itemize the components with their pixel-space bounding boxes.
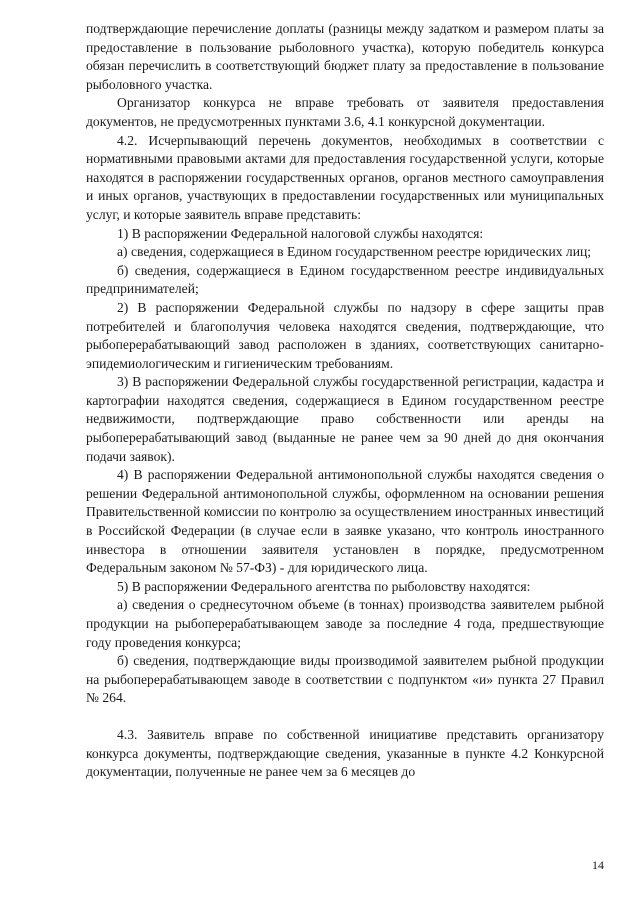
- paragraph-fisheries-agency: 5) В распоряжении Федерального агентства по рыболовству находятся:: [117, 578, 531, 594]
- paragraph-section-4-2: 4.2. Исчерпывающий перечень документов, необходимых в соответствии с нормативными правовыми актами для предоставления государственной услуги, которые находятся в распоряжении государственных органов, органов местного самоуправления и иных органов, участвующих в предоставлении государственных или муниципальных услуг, и которые заявитель вправе представить:: [86, 132, 604, 222]
- paragraph-payment-confirmation: подтверждающие перечисление доплаты (разницы между задатком и размером платы за предоставление в пользование рыболовного участка), которую победитель конкурса обязан перечислить в соответствующий бюджет плату за предоставление в пользование рыболовного участка.: [86, 21, 604, 92]
- page-number: 14: [592, 858, 604, 872]
- paragraph-registration-service: 3) В распоряжении Федеральной службы государственной регистрации, кадастра и картографии находятся сведения, содержащиеся в Едином государственном реестре недвижимости, подтверждающие право собственности или аренды на рыбоперерабатывающий завод (выданные не ранее чем за 90 дней до дня окончания подачи заявок).: [86, 374, 604, 464]
- paragraph-consumer-protection-service: 2) В распоряжении Федеральной службы по надзору в сфере защиты прав потребителей и благополучия человека находятся сведения, подтверждающие, что рыбоперерабатывающий завод расположен в зданиях, соответствующих санитарно-эпидемиологическим и гигиеническим требованиям.: [86, 299, 604, 371]
- paragraph-section-4-3: 4.3. Заявитель вправе по собственной инициативе представить организатору конкурса документы, подтверждающие сведения, указанные в пункте 4.2 Конкурсной документации, полученные не ранее чем за 6 месяцев до: [86, 726, 604, 780]
- paragraph-antimonopoly-service: 4) В распоряжении Федеральной антимонопольной службы находятся сведения о решении Федеральной антимонопольной службы, оформленном на основании решения Правительственной комиссии по контролю за осуществлением иностранных инвестиций в Российской Федерации (в случае если в заявке указано, что контроль иностранного инвестора в отношении заявителя установлен в порядке, предусмотренном Федеральным законом № 57-ФЗ) - для юридического лица.: [86, 467, 604, 576]
- list-item-daily-production-volume: а) сведения о среднесуточном объеме (в тоннах) производства заявителем рыбной продукции на рыбоперерабатывающем заводе за последние 4 года, предшествующие году проведения конкурса;: [86, 597, 604, 650]
- paragraph-spacer: [86, 708, 604, 726]
- document-body: [86, 20, 604, 782]
- list-item-product-types: б) сведения, подтверждающие виды производимой заявителем рыбной продукции на рыбоперерабатывающем заводе в соответствии с подпунктом «и» пункта 27 Правил № 264.: [86, 653, 604, 706]
- list-item-legal-entities-register: а) сведения, содержащиеся в Едином государственном реестре юридических лиц;: [117, 244, 592, 260]
- paragraph-organizer-restriction: Организатор конкурса не вправе требовать от заявителя предоставления документов, не предусмотренных пунктами 3.6, 4.1 конкурсной документации.: [86, 95, 604, 129]
- paragraph-tax-service: 1) В распоряжении Федеральной налоговой службы находятся:: [117, 225, 484, 241]
- list-item-entrepreneurs-register: б) сведения, содержащиеся в Едином государственном реестре индивидуальных предпринимателей;: [86, 262, 604, 297]
